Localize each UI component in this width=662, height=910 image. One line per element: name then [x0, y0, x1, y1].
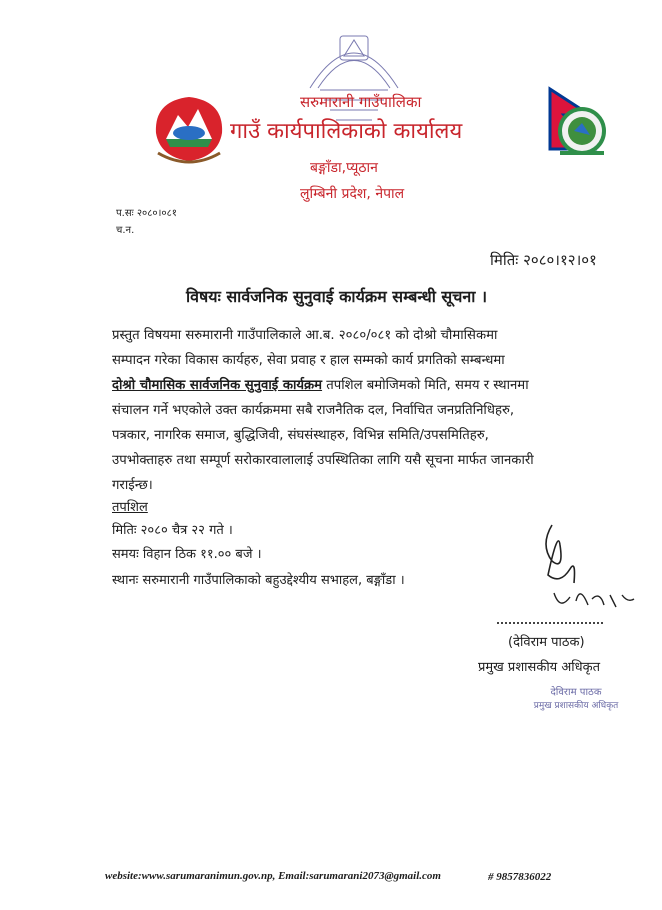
- stamp-title: प्रमुख प्रशासकीय अधिकृत: [533, 701, 619, 711]
- dispatch-number: च.न.: [116, 225, 135, 236]
- body-line: गराईन्छ।: [112, 478, 153, 493]
- office-name: सरुमारानी गाउँपालिका: [300, 93, 422, 111]
- body-text: तपशिल बमोजिमको मिति, समय र स्थानमा: [322, 378, 529, 393]
- signatory-name: (देविराम पाठक): [508, 635, 585, 650]
- reference-number: प.सः २०८०।०८१: [116, 208, 178, 219]
- letter-subject: विषयः सार्वजनिक सुनुवाई कार्यक्रम सम्बन्धी सूचना ।: [186, 287, 488, 306]
- nepal-flag-emblem-icon: [546, 85, 612, 163]
- signature-icon: [530, 515, 640, 615]
- office-province: लुम्बिनी प्रदेश, नेपाल: [300, 186, 405, 202]
- event-date: मितिः २०८० चैत्र २२ गते ।: [112, 523, 233, 538]
- footer-phone: # 9857836022: [488, 871, 552, 883]
- event-name: दोश्रो चौमासिक सार्वजनिक सुनुवाई कार्यक्रम: [112, 378, 323, 393]
- signature-line: [497, 622, 603, 624]
- body-line: उपभोक्ताहरु तथा सम्पूर्ण सरोकारवालालाई उपस्थितिका लागि यसै सूचना मार्फत जानकारी: [112, 453, 534, 468]
- office-title: गाउँ कार्यपालिकाको कार्यालय: [230, 119, 463, 144]
- footer-contact: website:www.sarumaranimun.gov.np, Email:sarumarani2073@gmail.com: [105, 870, 441, 882]
- body-line: संचालन गर्ने भएकोले उक्त कार्यक्रममा सबै राजनैतिक दल, निर्वाचित जनप्रतिनिधिहरु,: [112, 403, 515, 418]
- body-line: प्रस्तुत विषयमा सरुमारानी गाउँपालिकाले आ.ब. २०८०/०८१ को दोश्रो चौमासिकमा: [112, 328, 498, 343]
- body-line: सम्पादन गरेका विकास कार्यहरु, सेवा प्रवाह र हाल सम्मको कार्य प्रगतिको सम्बन्धमा: [112, 353, 505, 368]
- event-place: स्थानः सरुमारानी गाउँपालिकाको बहुउद्देश्यीय सभाहल, बङ्गाँडा ।: [112, 573, 405, 588]
- official-stamp: [520, 684, 632, 711]
- body-line: [112, 375, 529, 393]
- letter-date: मितिः २०८०।१२।०१: [490, 251, 597, 269]
- office-location: बङ्गाँडा,प्यूठान: [310, 160, 378, 176]
- event-time: समयः विहान ठिक ११.०० बजे ।: [112, 547, 262, 562]
- body-line: पत्रकार, नागरिक समाज, बुद्धिजिवी, संघसंस्थाहरु, विभिन्न समिति/उपसमितिहरु,: [112, 428, 489, 443]
- details-heading: तपशिल: [112, 500, 148, 515]
- stamp-name: देविराम पाठक: [550, 687, 602, 698]
- municipality-logo-icon: [148, 93, 230, 165]
- signatory-title: प्रमुख प्रशासकीय अधिकृत: [478, 660, 601, 675]
